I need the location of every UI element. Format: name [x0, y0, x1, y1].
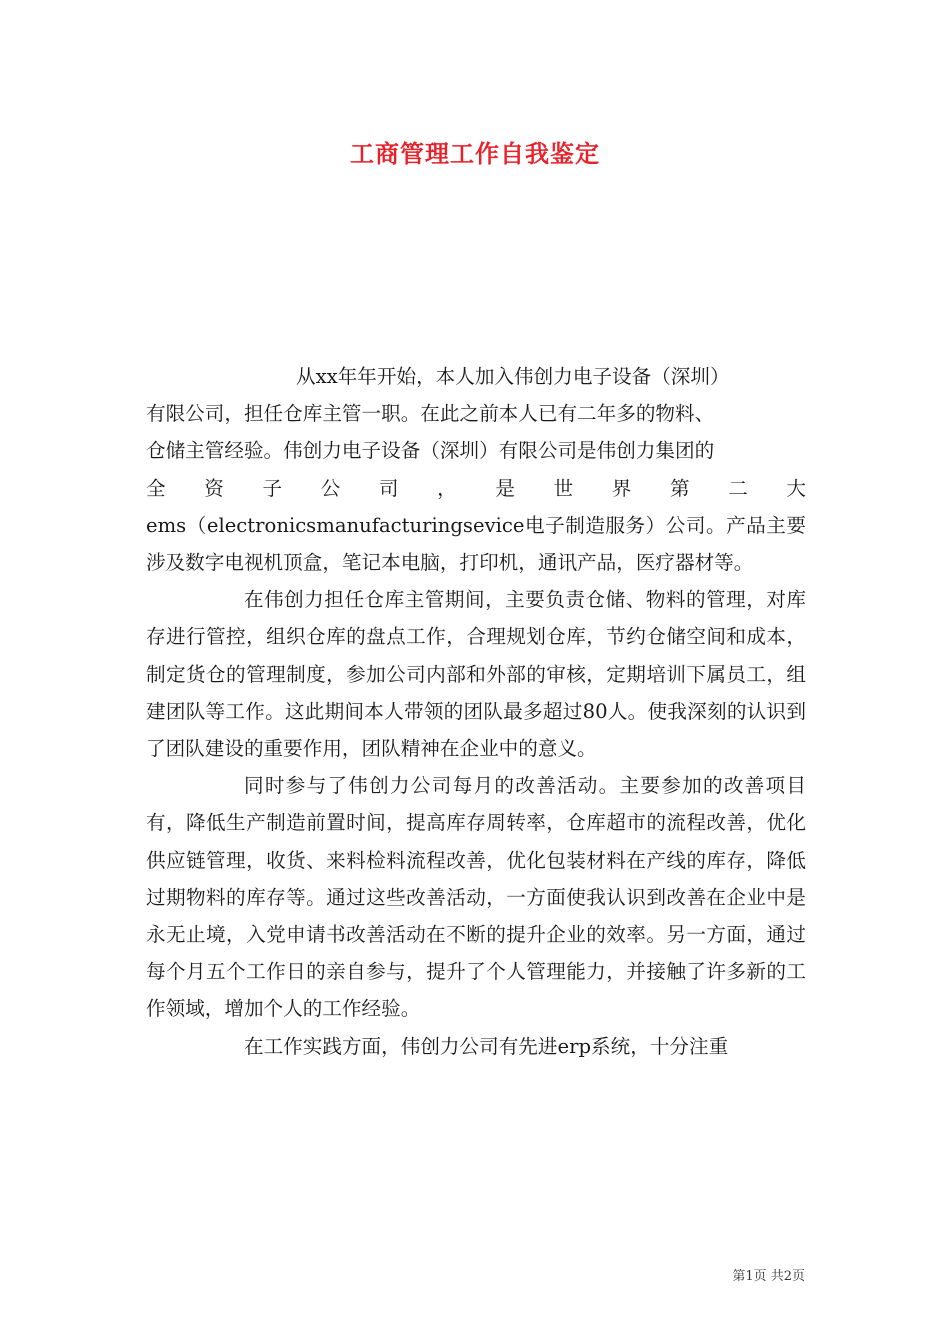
paragraph-1-line-3: 仓储主管经验。伟创力电子设备（深圳）有限公司是伟创力集团的: [146, 439, 715, 463]
spread-char: 大: [786, 476, 806, 500]
spread-char: 子: [262, 476, 283, 500]
paragraph-1-rest: ems（electronicsmanufacturingsevice电子制造服务）公司。产品主要涉及数字电视机顶盒，笔记本电脑，打印机，通讯产品，医疗器材等。: [146, 513, 806, 575]
document-body: [146, 358, 806, 1065]
spread-char: 全: [146, 476, 166, 500]
paragraph-1-spread-line: [146, 470, 806, 507]
spread-char: 界: [611, 476, 632, 500]
spread-char: 司: [378, 476, 399, 500]
document-title: 工商管理工作自我鉴定: [350, 140, 600, 168]
paragraph-2: 在伟创力担任仓库主管期间，主要负责仓储、物料的管理，对库存进行管控，组织仓库的盘点工作，合理规划仓库，节约仓储空间和成本，制定货仓的管理制度，参加公司内部和外部的审核，定期培训下属员工，组建团队等工作。这此期间本人带领的团队最多超过80人。使我深刻的认识到了团队建设的重要作用，团队精神在企业中的意义。: [146, 588, 806, 761]
spread-char: 世: [553, 476, 574, 500]
paragraph-4: 在工作实践方面，伟创力公司有先进erp系统，十分注重: [244, 1034, 729, 1058]
spread-char: 公: [320, 476, 341, 500]
paragraph-1-line-1: 从xx年年开始，本人加入伟创力电子设备（深圳）: [296, 365, 730, 388]
spread-char: ，: [437, 476, 457, 500]
spread-char: 第: [669, 476, 690, 500]
page-footer: 第1页 共2页: [732, 1269, 805, 1284]
paragraph-1: [146, 358, 806, 581]
paragraph-3: 同时参与了伟创力公司每月的改善活动。主要参加的改善项目有，降低生产制造前置时间，提高库存周转率，仓库超市的流程改善，优化供应链管理，收货、来料检料流程改善，优化包装材料在产线的库存，降低过期物料的库存等。通过这些改善活动，一方面使我认识到改善在企业中是永无止境，入党申请书改善活动在不断的提升企业的效率。另一方面，通过每个月五个工作日的亲自参与，提升了个人管理能力，并接触了许多新的工作领域，增加个人的工作经验。: [146, 774, 806, 1021]
spread-char: 是: [495, 476, 515, 500]
paragraph-1-line-2: 有限公司，担任仓库主管一职。在此之前本人已有二年多的物料、: [146, 402, 715, 426]
spread-char: 二: [728, 476, 748, 500]
spread-char: 资: [204, 476, 224, 500]
